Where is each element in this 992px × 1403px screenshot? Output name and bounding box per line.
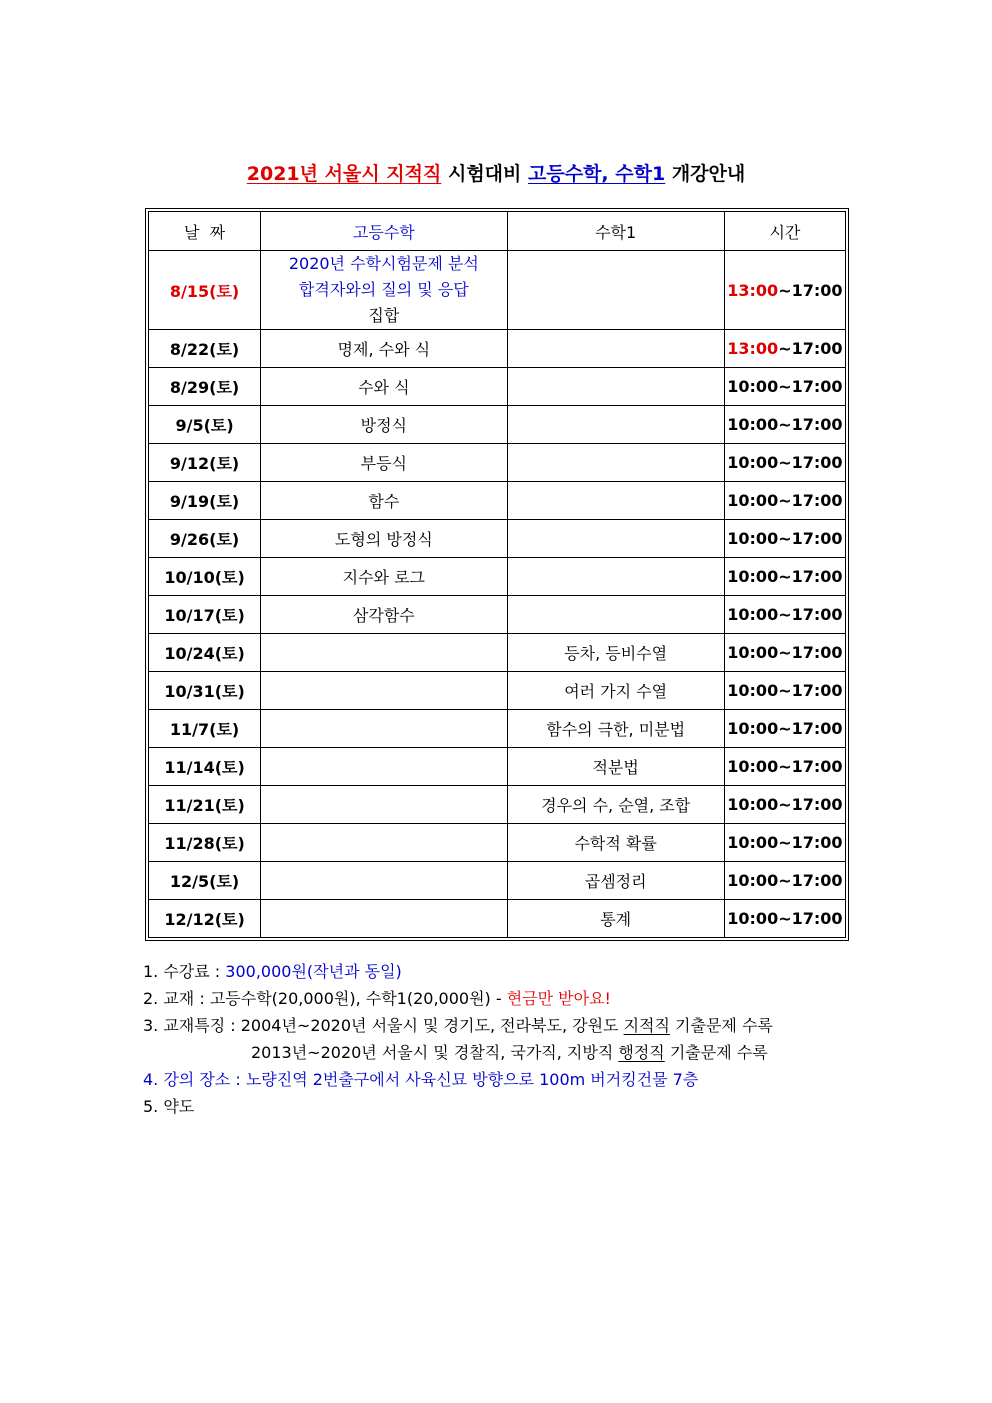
row-time-start: 13:00 <box>727 280 779 300</box>
row-date: 8/29(토) <box>149 368 261 406</box>
row-time-start: 13:00 <box>727 339 779 358</box>
row-math1 <box>507 558 724 596</box>
table-row <box>149 710 846 748</box>
row-math-line: 집합 <box>368 306 400 325</box>
schedule-table <box>148 211 846 938</box>
row-time: 10:00~17:00 <box>724 596 845 634</box>
row-high-school-math: 부등식 <box>261 444 507 482</box>
table-row <box>149 900 846 938</box>
table-row <box>149 596 846 634</box>
row-high-school-math: 도형의 방정식 <box>261 520 507 558</box>
note-fee-value: 300,000원(작년과 동일) <box>225 962 402 981</box>
row-high-school-math <box>261 900 507 938</box>
note-features-1b: 기출문제 수록 <box>669 1016 773 1035</box>
row-date: 10/17(토) <box>149 596 261 634</box>
row-math1: 여러 가지 수열 <box>507 672 724 710</box>
row-high-school-math <box>261 862 507 900</box>
note-textbook-label: 2. 교재 : 고등수학(20,000원), 수학1(20,000원) - <box>143 989 507 1008</box>
row-high-school-math <box>261 710 507 748</box>
row-math1: 통계 <box>507 900 724 938</box>
row-math1 <box>507 406 724 444</box>
row-high-school-math <box>261 748 507 786</box>
notes-section <box>143 958 863 1120</box>
row-time: 10:00~17:00 <box>724 406 845 444</box>
row-date: 9/5(토) <box>149 406 261 444</box>
table-row <box>149 406 846 444</box>
row-time: 10:00~17:00 <box>724 824 845 862</box>
note-features-2a: 2013년~2020년 서울시 및 경찰직, 국가직, 지방직 <box>251 1043 619 1062</box>
row-high-school-math <box>261 634 507 672</box>
row-time: 10:00~17:00 <box>724 786 845 824</box>
row-time: 10:00~17:00 <box>724 634 845 672</box>
row-math-line: 합격자와의 질의 및 응답 <box>298 280 469 299</box>
row-high-school-math: 방정식 <box>261 406 507 444</box>
table-row <box>149 748 846 786</box>
page-title <box>0 158 992 190</box>
note-textbook <box>143 985 863 1012</box>
table-row <box>149 786 846 824</box>
table-row <box>149 444 846 482</box>
row-math1 <box>507 251 724 330</box>
table-row <box>149 634 846 672</box>
title-part-1: 2021년 서울시 지적직 <box>246 163 442 185</box>
row-time: 10:00~17:00 <box>724 520 845 558</box>
row-date: 10/10(토) <box>149 558 261 596</box>
row-high-school-math <box>261 672 507 710</box>
note-features-2u: 행정직 <box>618 1043 665 1062</box>
row-date: 9/19(토) <box>149 482 261 520</box>
row-time: 10:00~17:00 <box>724 368 845 406</box>
note-fee <box>143 958 863 985</box>
row-math1: 곱셈정리 <box>507 862 724 900</box>
row-date: 11/28(토) <box>149 824 261 862</box>
table-row <box>149 672 846 710</box>
row-time: 10:00~17:00 <box>724 444 845 482</box>
row-high-school-math <box>261 786 507 824</box>
row-high-school-math: 지수와 로그 <box>261 558 507 596</box>
row-math1 <box>507 444 724 482</box>
row-time: 10:00~17:00 <box>724 558 845 596</box>
row-date: 9/26(토) <box>149 520 261 558</box>
row-time: 10:00~17:00 <box>724 748 845 786</box>
row-time-end: ~17:00 <box>778 280 843 300</box>
note-textbook-features-2 <box>143 1039 863 1066</box>
row-date: 11/21(토) <box>149 786 261 824</box>
row-high-school-math: 명제, 수와 식 <box>261 330 507 368</box>
row-math1 <box>507 368 724 406</box>
row-date: 11/14(토) <box>149 748 261 786</box>
header-date: 날 짜 <box>149 212 261 251</box>
row-date: 10/31(토) <box>149 672 261 710</box>
row-math1: 함수의 극한, 미분법 <box>507 710 724 748</box>
row-math1: 적분법 <box>507 748 724 786</box>
note-fee-label: 1. 수강료 : <box>143 962 226 981</box>
row-time <box>724 251 845 330</box>
table-row <box>149 558 846 596</box>
note-location: 4. 강의 장소 : 노량진역 2번출구에서 사육신묘 방향으로 100m 버거킹건물 7층 <box>143 1070 699 1089</box>
table-row <box>149 482 846 520</box>
row-math1: 등차, 등비수열 <box>507 634 724 672</box>
title-part-2: 시험대비 <box>441 163 529 185</box>
table-row <box>149 330 846 368</box>
row-high-school-math: 삼각함수 <box>261 596 507 634</box>
row-math1 <box>507 596 724 634</box>
row-time-end: ~17:00 <box>778 339 843 358</box>
table-row <box>149 368 846 406</box>
note-textbook-features-1 <box>143 1012 863 1039</box>
row-date: 12/5(토) <box>149 862 261 900</box>
schedule-table-frame <box>145 208 849 941</box>
note-features-2b: 기출문제 수록 <box>664 1043 768 1062</box>
row-date: 10/24(토) <box>149 634 261 672</box>
row-time: 10:00~17:00 <box>724 900 845 938</box>
note-features-1a: 3. 교재특징 : 2004년~2020년 서울시 및 경기도, 전라북도, 강원도 <box>143 1016 624 1035</box>
table-header-row <box>149 212 846 251</box>
row-time: 10:00~17:00 <box>724 710 845 748</box>
row-math1: 경우의 수, 순열, 조합 <box>507 786 724 824</box>
row-date: 9/12(토) <box>149 444 261 482</box>
row-time: 10:00~17:00 <box>724 672 845 710</box>
row-high-school-math: 수와 식 <box>261 368 507 406</box>
row-date: 12/12(토) <box>149 900 261 938</box>
header-time: 시간 <box>724 212 845 251</box>
row-high-school-math: 함수 <box>261 482 507 520</box>
row-time <box>724 330 845 368</box>
note-map: 5. 약도 <box>143 1097 195 1116</box>
table-row <box>149 520 846 558</box>
row-date: 8/22(토) <box>149 330 261 368</box>
table-row <box>149 824 846 862</box>
row-math1 <box>507 330 724 368</box>
row-time: 10:00~17:00 <box>724 862 845 900</box>
note-features-1u: 지적직 <box>623 1016 670 1035</box>
table-row <box>149 251 846 330</box>
title-part-4: 개강안내 <box>665 163 746 185</box>
title-part-3: 고등수학, 수학1 <box>528 163 666 185</box>
row-date: 8/15(토) <box>149 251 261 330</box>
header-high-school-math: 고등수학 <box>261 212 507 251</box>
header-math1: 수학1 <box>507 212 724 251</box>
row-math1 <box>507 520 724 558</box>
table-row <box>149 862 846 900</box>
row-math-line: 2020년 수학시험문제 분석 <box>288 254 479 273</box>
row-date: 11/7(토) <box>149 710 261 748</box>
row-time: 10:00~17:00 <box>724 482 845 520</box>
row-high-school-math <box>261 251 507 330</box>
row-high-school-math <box>261 824 507 862</box>
note-textbook-warning: 현금만 받아요! <box>506 989 611 1008</box>
row-math1: 수학적 확률 <box>507 824 724 862</box>
row-math1 <box>507 482 724 520</box>
